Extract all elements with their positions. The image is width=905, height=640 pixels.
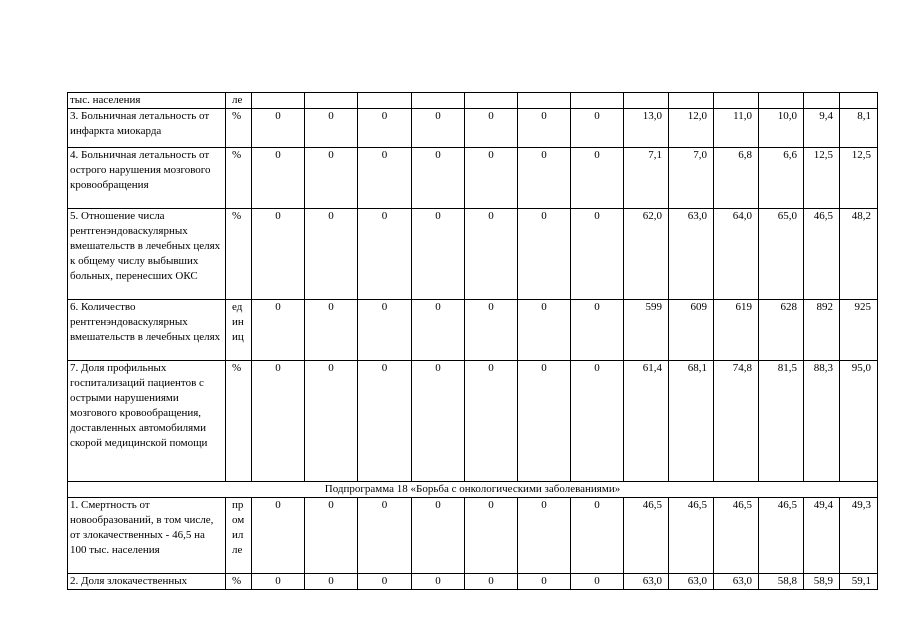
- value-cell: 11,0: [714, 109, 759, 148]
- value-cell: 95,0: [840, 361, 878, 482]
- value-cell: 0: [518, 109, 571, 148]
- table-row: [68, 361, 878, 482]
- table-row: [68, 498, 878, 574]
- value-cell: 0: [358, 148, 412, 209]
- value-cell: 0: [465, 361, 518, 482]
- value-cell: [518, 93, 571, 109]
- indicator-name: тыс. населения: [68, 93, 226, 109]
- value-cell: 0: [571, 148, 624, 209]
- value-cell: [412, 93, 465, 109]
- value-cell: 892: [804, 300, 840, 361]
- value-cell: 0: [465, 109, 518, 148]
- table-row: [68, 109, 878, 148]
- value-cell: 0: [358, 361, 412, 482]
- unit-cell: %: [226, 109, 252, 148]
- value-cell: 609: [669, 300, 714, 361]
- value-cell: 61,4: [624, 361, 669, 482]
- indicator-name: 3. Больничная летальность от инфаркта миокарда: [68, 109, 226, 148]
- value-cell: 0: [412, 300, 465, 361]
- value-cell: 46,5: [804, 209, 840, 300]
- unit-cell: %: [226, 209, 252, 300]
- value-cell: 13,0: [624, 109, 669, 148]
- value-cell: 68,1: [669, 361, 714, 482]
- value-cell: 0: [305, 148, 358, 209]
- value-cell: 0: [252, 148, 305, 209]
- value-cell: 0: [518, 498, 571, 574]
- value-cell: 12,5: [840, 148, 878, 209]
- value-cell: [669, 93, 714, 109]
- table-row: [68, 209, 878, 300]
- value-cell: [714, 93, 759, 109]
- value-cell: 0: [465, 209, 518, 300]
- value-cell: 0: [571, 300, 624, 361]
- value-cell: 6,8: [714, 148, 759, 209]
- value-cell: 63,0: [669, 209, 714, 300]
- value-cell: 0: [518, 574, 571, 590]
- value-cell: 0: [358, 498, 412, 574]
- value-cell: 0: [571, 209, 624, 300]
- table-row: [68, 300, 878, 361]
- value-cell: 65,0: [759, 209, 804, 300]
- value-cell: 64,0: [714, 209, 759, 300]
- table-row: [68, 574, 878, 590]
- value-cell: 0: [305, 109, 358, 148]
- value-cell: 59,1: [840, 574, 878, 590]
- value-cell: 0: [571, 498, 624, 574]
- value-cell: 46,5: [759, 498, 804, 574]
- value-cell: [305, 93, 358, 109]
- value-cell: 0: [465, 148, 518, 209]
- value-cell: 63,0: [714, 574, 759, 590]
- value-cell: 63,0: [624, 574, 669, 590]
- value-cell: 599: [624, 300, 669, 361]
- value-cell: 619: [714, 300, 759, 361]
- indicator-name: 6. Количество рентгенэндоваскулярных вмешательств в лечебных целях: [68, 300, 226, 361]
- value-cell: 0: [412, 574, 465, 590]
- unit-cell: ле: [226, 93, 252, 109]
- value-cell: 10,0: [759, 109, 804, 148]
- value-cell: 12,5: [804, 148, 840, 209]
- value-cell: 81,5: [759, 361, 804, 482]
- value-cell: 0: [252, 300, 305, 361]
- value-cell: 0: [305, 498, 358, 574]
- indicator-name: 5. Отношение числа рентгенэндоваскулярных вмешательств в лечебных целях к общему числу выбывших больных, перенесших ОКС: [68, 209, 226, 300]
- value-cell: 0: [358, 109, 412, 148]
- indicator-name: 4. Больничная летальность от острого нарушения мозгового кровообращения: [68, 148, 226, 209]
- value-cell: 0: [305, 209, 358, 300]
- value-cell: 0: [412, 148, 465, 209]
- value-cell: 0: [571, 574, 624, 590]
- value-cell: [252, 93, 305, 109]
- unit-cell: %: [226, 574, 252, 590]
- value-cell: 0: [465, 300, 518, 361]
- value-cell: 0: [571, 361, 624, 482]
- unit-cell: %: [226, 361, 252, 482]
- value-cell: 0: [252, 209, 305, 300]
- value-cell: 8,1: [840, 109, 878, 148]
- value-cell: 0: [412, 498, 465, 574]
- value-cell: 48,2: [840, 209, 878, 300]
- value-cell: 0: [252, 498, 305, 574]
- value-cell: 0: [412, 109, 465, 148]
- value-cell: 58,8: [759, 574, 804, 590]
- indicator-name: 1. Смертность от новообразований, в том числе, от злокачественных - 46,5 на 100 тыс. населения: [68, 498, 226, 574]
- value-cell: 0: [518, 148, 571, 209]
- value-cell: 0: [358, 300, 412, 361]
- value-cell: 0: [358, 574, 412, 590]
- value-cell: 0: [518, 209, 571, 300]
- table-row: [68, 148, 878, 209]
- value-cell: 63,0: [669, 574, 714, 590]
- value-cell: 9,4: [804, 109, 840, 148]
- value-cell: 0: [305, 361, 358, 482]
- value-cell: 0: [465, 498, 518, 574]
- value-cell: 74,8: [714, 361, 759, 482]
- value-cell: 0: [571, 109, 624, 148]
- unit-cell: %: [226, 148, 252, 209]
- value-cell: 46,5: [624, 498, 669, 574]
- value-cell: [465, 93, 518, 109]
- value-cell: 49,3: [840, 498, 878, 574]
- indicators-table: [67, 92, 878, 590]
- value-cell: [840, 93, 878, 109]
- value-cell: [624, 93, 669, 109]
- value-cell: 49,4: [804, 498, 840, 574]
- indicator-name: 2. Доля злокачественных: [68, 574, 226, 590]
- value-cell: 0: [465, 574, 518, 590]
- value-cell: 58,9: [804, 574, 840, 590]
- unit-cell: пр ом ил ле: [226, 498, 252, 574]
- value-cell: 0: [518, 300, 571, 361]
- value-cell: 0: [412, 209, 465, 300]
- value-cell: 925: [840, 300, 878, 361]
- indicator-name: 7. Доля профильных госпитализаций пациентов с острыми нарушениями мозгового кровообращения, доставленных автомобилями скорой медицинской помощи: [68, 361, 226, 482]
- value-cell: [759, 93, 804, 109]
- value-cell: 628: [759, 300, 804, 361]
- value-cell: [358, 93, 412, 109]
- section-title: Подпрограмма 18 «Борьба с онкологическими заболеваниями»: [68, 482, 878, 498]
- value-cell: [571, 93, 624, 109]
- value-cell: 7,0: [669, 148, 714, 209]
- value-cell: 0: [358, 209, 412, 300]
- value-cell: 6,6: [759, 148, 804, 209]
- value-cell: 62,0: [624, 209, 669, 300]
- value-cell: 12,0: [669, 109, 714, 148]
- value-cell: 0: [518, 361, 571, 482]
- value-cell: [804, 93, 840, 109]
- unit-cell: ед ин иц: [226, 300, 252, 361]
- value-cell: 88,3: [804, 361, 840, 482]
- value-cell: 0: [412, 361, 465, 482]
- value-cell: 0: [252, 574, 305, 590]
- value-cell: 0: [252, 361, 305, 482]
- value-cell: 46,5: [714, 498, 759, 574]
- value-cell: 0: [252, 109, 305, 148]
- value-cell: 0: [305, 574, 358, 590]
- value-cell: 0: [305, 300, 358, 361]
- value-cell: 7,1: [624, 148, 669, 209]
- table-row: [68, 93, 878, 109]
- section-header-row: [68, 482, 878, 498]
- value-cell: 46,5: [669, 498, 714, 574]
